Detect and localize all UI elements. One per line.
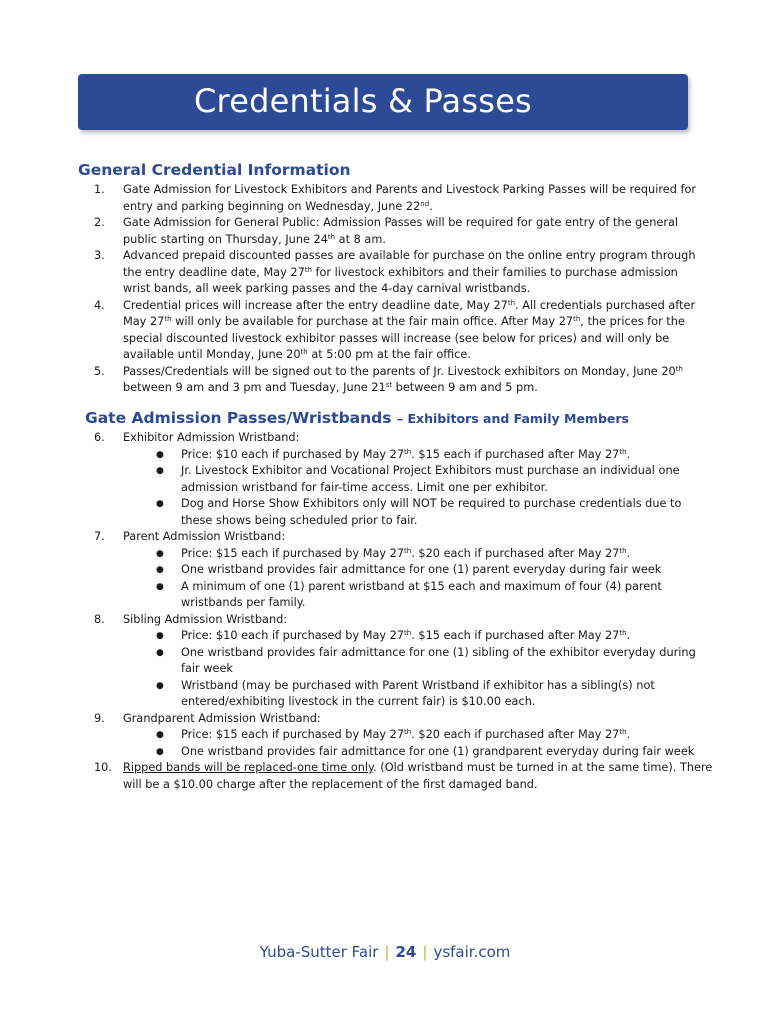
- item-text: Gate Admission for Livestock Exhibitors and Parents and Livestock Parking Passes will be required for entry and parking beginning on Wednesday, June 22nd.: [123, 183, 697, 213]
- bullet-text: Jr. Livestock Exhibitor and Vocational Project Exhibitors must purchase an individual one admission wristband for fair-time access. Limit one per exhibitor.: [181, 464, 680, 494]
- general-credential-list: [0, 182, 703, 397]
- gate-admission-subtitle: – Exhibitors and Family Members: [396, 411, 629, 426]
- bullet-dot-icon: ●: [156, 631, 164, 641]
- gate-admission-list: [0, 430, 713, 793]
- item-text: Passes/Credentials will be signed out to the parents of Jr. Livestock exhibitors on Monday, June 20th between 9 am and 3 pm and Tuesday, June 21st between 9 am and 5 pm.: [123, 364, 683, 394]
- bullet-text: Dog and Horse Show Exhibitors only will NOT be required to purchase credentials due to these shows being scheduled prior to fair.: [181, 497, 682, 527]
- bullet-list: [123, 546, 713, 612]
- bullet-item: [123, 447, 701, 464]
- page-title: Credentials & Passes: [194, 82, 532, 120]
- list-item: [0, 430, 713, 529]
- bullet-item: [123, 546, 701, 563]
- item-text: Credential prices will increase after the entry deadline date, May 27th. All credentials purchased after May 27th will only be available for purchase at the fair main office. After May 27th, the prices for the special discounted livestock exhibitor passes will increase (see below for prices) and will only be available until Monday, June 20th at 5:00 pm at the fair office.: [123, 298, 696, 361]
- bullet-list: [123, 447, 713, 530]
- item-number: 9.: [94, 711, 105, 725]
- bullet-text: Price: $15 each if purchased by May 27th. $20 each if purchased after May 27th.: [181, 546, 631, 560]
- bullet-dot-icon: ●: [156, 581, 164, 592]
- bullet-dot-icon: ●: [156, 680, 164, 691]
- bullet-item: [123, 727, 701, 744]
- gate-admission-heading: [85, 409, 629, 427]
- footer-separator: |: [384, 943, 390, 961]
- page-number: 24: [395, 943, 417, 961]
- item-label: Exhibitor Admission Wristband:: [123, 431, 300, 444]
- item-number: 7.: [94, 530, 105, 543]
- bullet-text: Wristband (may be purchased with Parent Wristband if exhibitor has a sibling(s) not entered/exhibiting livestock in the current fair) is $10.00 each.: [181, 678, 655, 708]
- bullet-dot-icon: ●: [156, 746, 164, 757]
- page-footer: [0, 943, 770, 961]
- list-item: [0, 364, 703, 397]
- item-number: 5.: [94, 364, 105, 378]
- bullet-item: [123, 562, 701, 579]
- item-number: 3.: [94, 249, 105, 262]
- item-label: Parent Admission Wristband:: [123, 530, 286, 543]
- footer-separator: |: [422, 943, 428, 961]
- list-item: [0, 711, 713, 761]
- gate-admission-title: Gate Admission Passes/Wristbands: [85, 409, 392, 427]
- item-number: 2.: [94, 216, 105, 229]
- item-number: 1.: [94, 183, 105, 196]
- footer-website: ysfair.com: [433, 943, 511, 961]
- bullet-text: Price: $15 each if purchased by May 27th. $20 each if purchased after May 27th.: [181, 728, 631, 741]
- item-number: 6.: [94, 431, 105, 444]
- bullet-text: One wristband provides fair admittance for one (1) sibling of the exhibitor everyday during fair week: [181, 645, 696, 675]
- bullet-item: [123, 579, 701, 612]
- bullet-text: Price: $10 each if purchased by May 27th. $15 each if purchased after May 27th.: [181, 629, 631, 642]
- bullet-item: [123, 678, 701, 711]
- list-item: [0, 760, 713, 793]
- bullet-list: [123, 727, 713, 760]
- title-banner: [78, 74, 688, 130]
- bullet-item: [123, 628, 701, 645]
- item-text: Advanced prepaid discounted passes are available for purchase on the online entry program through the entry deadline date, May 27th for livestock exhibitors and their families to purchase admission wrist bands, all week parking passes and the 4-day carnival wristbands.: [123, 249, 696, 295]
- bullet-dot-icon: ●: [156, 466, 164, 476]
- bullet-item: [123, 496, 701, 529]
- bullet-dot-icon: ●: [156, 449, 164, 460]
- underlined-text: Ripped bands will be replaced-one time only: [123, 761, 374, 774]
- item-label: Grandparent Admission Wristband:: [123, 711, 321, 725]
- bullet-text: One wristband provides fair admittance for one (1) parent everyday during fair week: [181, 563, 662, 576]
- item-text: Gate Admission for General Public: Admission Passes will be required for gate entry of the general public starting on Thursday, June 24th at 8 am.: [123, 216, 679, 246]
- list-item: [0, 529, 713, 612]
- bullet-dot-icon: ●: [156, 499, 164, 509]
- list-item: [0, 298, 703, 364]
- item-text: . (Old wristband must be turned in at the same time). There will be a $10.00 charge after the replacement of the first damaged band.: [123, 761, 713, 791]
- bullet-text: A minimum of one (1) parent wristband at $15 each and maximum of four (4) parent wristbands per family.: [181, 579, 662, 609]
- bullet-dot-icon: ●: [156, 565, 164, 575]
- general-credential-heading: General Credential Information: [78, 161, 351, 179]
- bullet-text: Price: $10 each if purchased by May 27th. $15 each if purchased after May 27th.: [181, 447, 631, 461]
- item-number: 4.: [94, 298, 105, 312]
- bullet-dot-icon: ●: [156, 730, 164, 740]
- bullet-item: [123, 645, 701, 678]
- list-item: [0, 215, 703, 248]
- list-item: [0, 612, 713, 711]
- item-label: Sibling Admission Wristband:: [123, 612, 288, 626]
- bullet-dot-icon: ●: [156, 647, 164, 658]
- bullet-item: [123, 463, 701, 496]
- list-item: [0, 182, 703, 215]
- bullet-item: [123, 744, 701, 761]
- bullet-dot-icon: ●: [156, 548, 164, 559]
- item-number: 8.: [94, 612, 105, 626]
- bullet-list: [123, 628, 713, 711]
- item-number: 10.: [94, 761, 112, 774]
- footer-fair-name: Yuba-Sutter Fair: [259, 943, 379, 961]
- list-item: [0, 248, 703, 298]
- bullet-text: One wristband provides fair admittance for one (1) grandparent everyday during fair week: [181, 744, 695, 758]
